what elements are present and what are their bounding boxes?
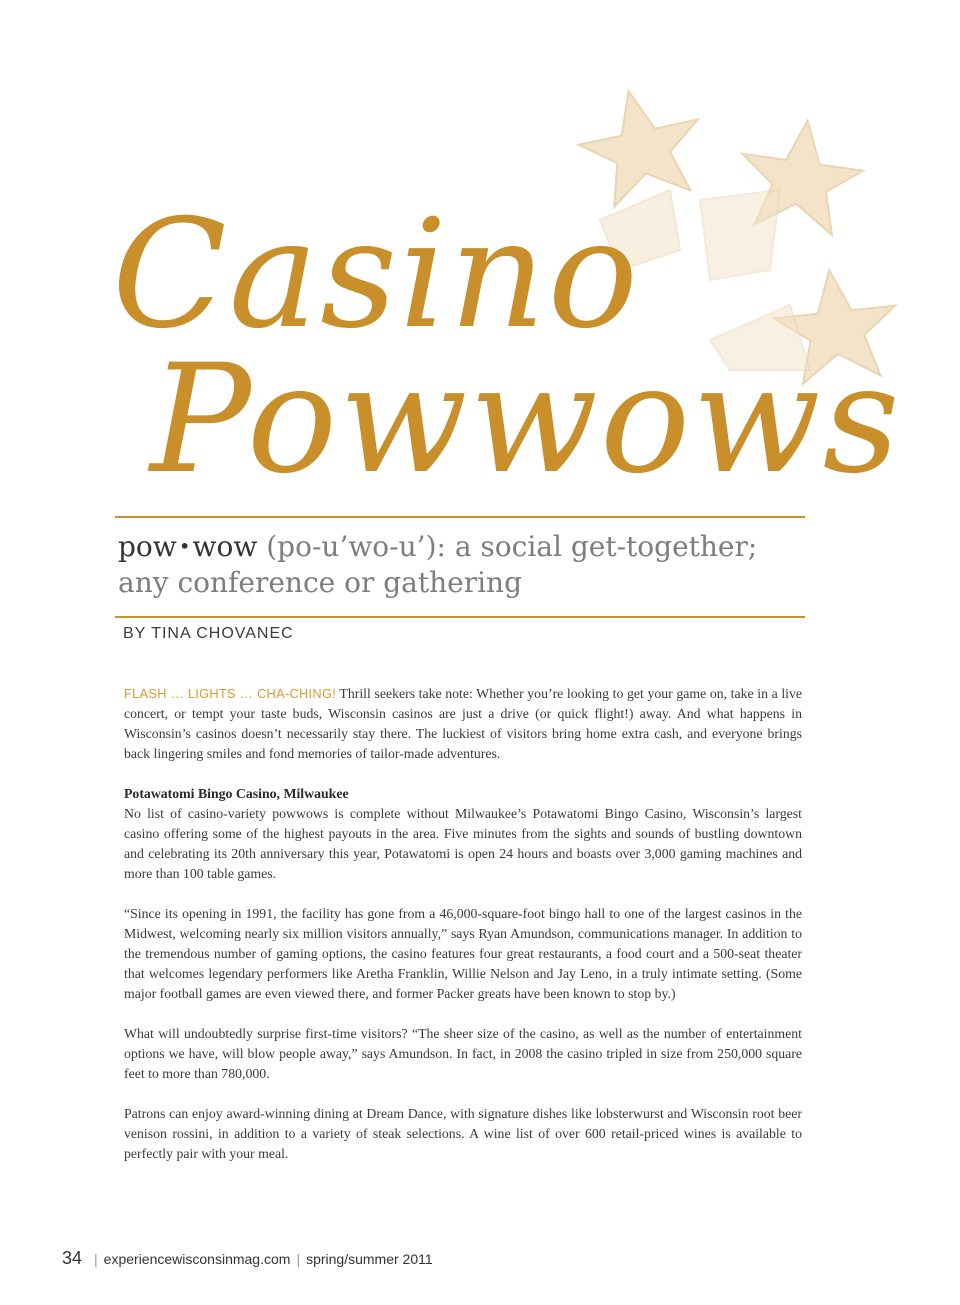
section-paragraph-1-text: No list of casino-variety powwows is complete without Milwaukee’s Potawatomi Bingo Casino, Wisconsin’s largest casino offering some of the highest payouts in the area. Five minutes from the sights and sounds of bustling downtown and celebrating its 20th anniversary this year, Potawatomi is open 24 hours and boasts over 3,000 gaming machines and more than 100 table games. bbox=[124, 806, 802, 881]
definition-word-part1: pow bbox=[118, 530, 177, 563]
article-body bbox=[124, 684, 802, 1184]
definition-word-part2: wow bbox=[192, 530, 258, 563]
footer-website: experiencewisconsinmag.com bbox=[103, 1251, 291, 1267]
definition bbox=[118, 528, 808, 601]
intro-text: Thrill seekers take note: Whether you’re looking to get your game on, take in a live concert, or tempt your taste buds, Wisconsin casinos are just a drive (or quick flight!) away. And what happens in Wisconsin’s casinos doesn’t necessarily stay there. The luckiest of visitors bring home extra cash, and everyone brings back lingering smiles and fond memories of tailor-made adventures. bbox=[124, 686, 803, 761]
page-number: 34 bbox=[62, 1248, 83, 1268]
footer-separator: | bbox=[296, 1251, 301, 1267]
intro-paragraph bbox=[124, 684, 802, 764]
divider-top bbox=[115, 516, 805, 518]
byline: BY TINA CHOVANEC bbox=[123, 625, 294, 642]
section-paragraph-2: “Since its opening in 1991, the facility has gone from a 46,000-square-foot bingo hall to one of the largest casinos in the Midwest, welcoming nearly six million visitors annually,” says Ryan Amundson, communications manager. In addition to the tremendous number of gaming options, the casino features four great restaurants, a food court and a 500-seat theater that welcomes legendary performers like Aretha Franklin, Willie Nelson and Jay Leno, in a truly intimate setting. (Some major football games are even viewed there, and former Packer greats have been known to stop by.) bbox=[124, 906, 802, 1001]
page-footer bbox=[62, 1248, 433, 1269]
title-line-casino: Casino bbox=[112, 188, 641, 362]
section-paragraph-3: What will undoubtedly surprise first-time visitors? “The sheer size of the casino, as well as the number of entertainment options we have, will blow people away,” says Amundson. In fact, in 2008 the casino tripled in size from 250,000 square feet to more than 780,000. bbox=[124, 1026, 802, 1081]
title-line-powwows: Powwows bbox=[150, 333, 902, 507]
star-trail bbox=[700, 190, 780, 280]
section-heading: Potawatomi Bingo Casino, Milwaukee bbox=[124, 786, 349, 801]
divider-bottom bbox=[115, 616, 805, 618]
footer-issue: spring/summer 2011 bbox=[306, 1251, 433, 1267]
section-paragraph-1 bbox=[124, 784, 802, 884]
section-paragraph-4: Patrons can enjoy award-winning dining at Dream Dance, with signature dishes like lobsterwurst and Wisconsin root beer venison rossini, in addition to a variety of steak selections. A wine list of over 600 retail-priced wines is available to perfectly pair with your meal. bbox=[124, 1106, 802, 1161]
syllable-dot: • bbox=[178, 534, 191, 558]
footer-separator: | bbox=[94, 1251, 98, 1267]
lead-in: FLASH … LIGHTS … CHA-CHING! bbox=[124, 686, 337, 701]
definition-meaning: (po-u’wo-u’): a social get-together; any conference or gathering bbox=[118, 530, 758, 599]
